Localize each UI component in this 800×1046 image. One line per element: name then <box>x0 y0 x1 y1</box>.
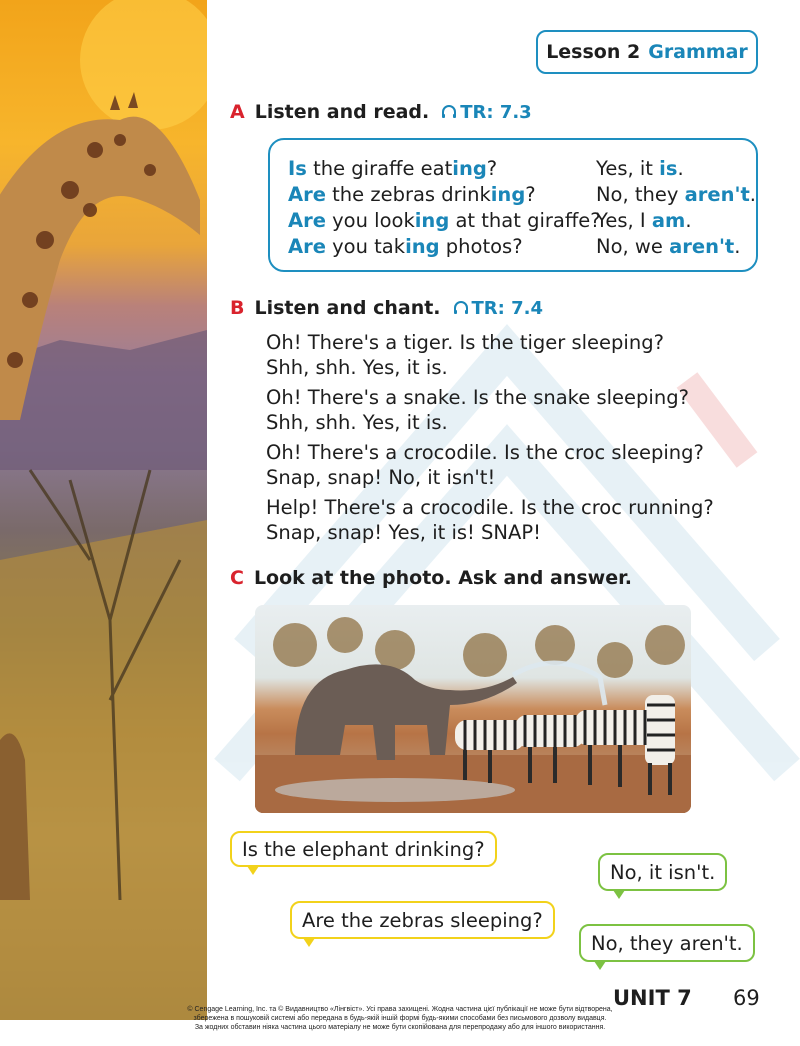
highlighted-text: Are <box>288 235 326 258</box>
highlighted-text: ing <box>405 235 440 258</box>
bubble-tail <box>247 866 259 875</box>
highlighted-text: am <box>651 209 686 232</box>
speech-bubble-answer-2 <box>579 924 755 962</box>
chant-line: Shh, shh. Yes, it is. <box>266 356 448 379</box>
chant-line: Oh! There's a snake. Is the snake sleeping? <box>266 386 689 409</box>
text-segment: you tak <box>325 235 406 258</box>
copyright-line: збережена в пошуковій системі або передана в будь-якій іншій формі будь-якими способами без письмового дозволу видавця. <box>193 1015 607 1022</box>
highlighted-text: is <box>659 157 678 180</box>
text-segment: . <box>734 235 741 258</box>
track-number-a: TR: 7.3 <box>460 101 532 123</box>
chant-line: Oh! There's a tiger. Is the tiger sleeping? <box>266 331 664 354</box>
grammar-answer <box>596 234 740 260</box>
grammar-question <box>288 156 596 182</box>
text-segment: ? <box>525 183 536 206</box>
page-number: 69 <box>733 986 760 1010</box>
lesson-label <box>536 30 758 74</box>
bubble-text: No, it isn't. <box>610 860 716 884</box>
text-segment: the giraffe eat <box>306 157 453 180</box>
bubble-text: No, they aren't. <box>591 931 743 955</box>
highlighted-text: Are <box>288 209 326 232</box>
section-c-letter: C <box>230 567 244 589</box>
speech-bubble-question-1 <box>230 831 497 867</box>
highlighted-text: Are <box>288 183 326 206</box>
highlighted-text: ing <box>452 157 487 180</box>
giraffe-photo <box>0 0 207 1020</box>
bubble-tail <box>613 890 625 899</box>
section-c-heading <box>230 567 632 589</box>
grammar-answer <box>596 208 692 234</box>
grammar-row <box>288 208 756 234</box>
text-segment: No, we <box>596 235 670 258</box>
speech-bubble-answer-1 <box>598 853 727 891</box>
text-segment: . <box>749 183 756 206</box>
bubble-tail <box>594 961 606 970</box>
chant-verse <box>266 385 714 435</box>
elephant-zebras-photo <box>255 605 691 813</box>
grammar-answer <box>596 156 684 182</box>
bubble-tail <box>303 938 315 947</box>
text-segment: ? <box>486 157 498 180</box>
text-segment: . <box>685 209 692 232</box>
chant-line: Snap, snap! No, it isn't! <box>266 466 496 489</box>
grammar-row <box>288 182 756 208</box>
chant-line: Snap, snap! Yes, it is! SNAP! <box>266 521 541 544</box>
chant-verse <box>266 495 714 545</box>
bubble-text: Are the zebras sleeping? <box>302 908 543 932</box>
text-segment: . <box>677 157 684 180</box>
speech-bubble-question-2 <box>290 901 555 939</box>
chant-verse <box>266 440 714 490</box>
highlighted-text: ing <box>490 183 526 206</box>
chant-text <box>266 330 714 550</box>
grammar-row <box>288 234 756 260</box>
chant-line: Oh! There's a crocodile. Is the croc sleeping? <box>266 441 704 464</box>
text-segment: No, they <box>595 183 685 206</box>
text-segment: Yes, I <box>596 209 652 232</box>
copyright-line: За жодних обставин ніяка частина цього матеріалу не може бути скопійована для перепродажу або для іншого використання. <box>194 1024 606 1031</box>
section-b-instruction: Listen and chant. <box>254 297 441 319</box>
chant-verse <box>266 330 714 380</box>
section-a-heading <box>230 101 532 123</box>
chant-line: Shh, shh. Yes, it is. <box>266 411 448 434</box>
grammar-question <box>288 208 601 234</box>
highlighted-text: ing <box>414 209 450 232</box>
section-b-letter: B <box>230 297 245 319</box>
copyright-notice <box>120 1005 680 1032</box>
highlighted-text: aren't <box>669 235 735 258</box>
unit-label: UNIT 7 <box>613 986 692 1010</box>
lesson-topic: Grammar <box>648 41 748 63</box>
section-a-instruction: Listen and read. <box>254 101 430 123</box>
highlighted-text: aren't <box>684 183 750 206</box>
chant-line: Help! There's a crocodile. Is the croc running? <box>266 496 714 519</box>
headphones-icon <box>453 300 469 316</box>
section-c-instruction: Look at the photo. Ask and answer. <box>253 567 632 589</box>
text-segment: photos? <box>439 235 523 258</box>
text-segment: you look <box>325 209 415 232</box>
grammar-question <box>288 182 596 208</box>
grammar-box <box>268 138 758 272</box>
track-number-b: TR: 7.4 <box>471 297 544 319</box>
text-segment: Yes, it <box>596 157 660 180</box>
grammar-answer <box>596 182 756 208</box>
section-b-heading <box>230 297 543 319</box>
text-segment: at that giraffe? <box>449 209 601 232</box>
headphones-icon <box>441 104 457 120</box>
copyright-line: © Cengage Learning, Inc. та © Видавництво «Лінгвіст». Усі права захищені. Жодна частина цієї публікації не може бути відтворена, <box>187 1006 613 1013</box>
highlighted-text: Is <box>288 157 307 180</box>
audio-track-a[interactable] <box>441 102 532 123</box>
audio-track-b[interactable] <box>453 298 544 319</box>
bubble-text: Is the elephant drinking? <box>242 837 485 861</box>
grammar-question <box>288 234 596 260</box>
lesson-number: Lesson 2 <box>546 41 641 63</box>
text-segment: the zebras drink <box>325 183 491 206</box>
grammar-row <box>288 156 756 182</box>
section-a-letter: A <box>230 101 245 123</box>
